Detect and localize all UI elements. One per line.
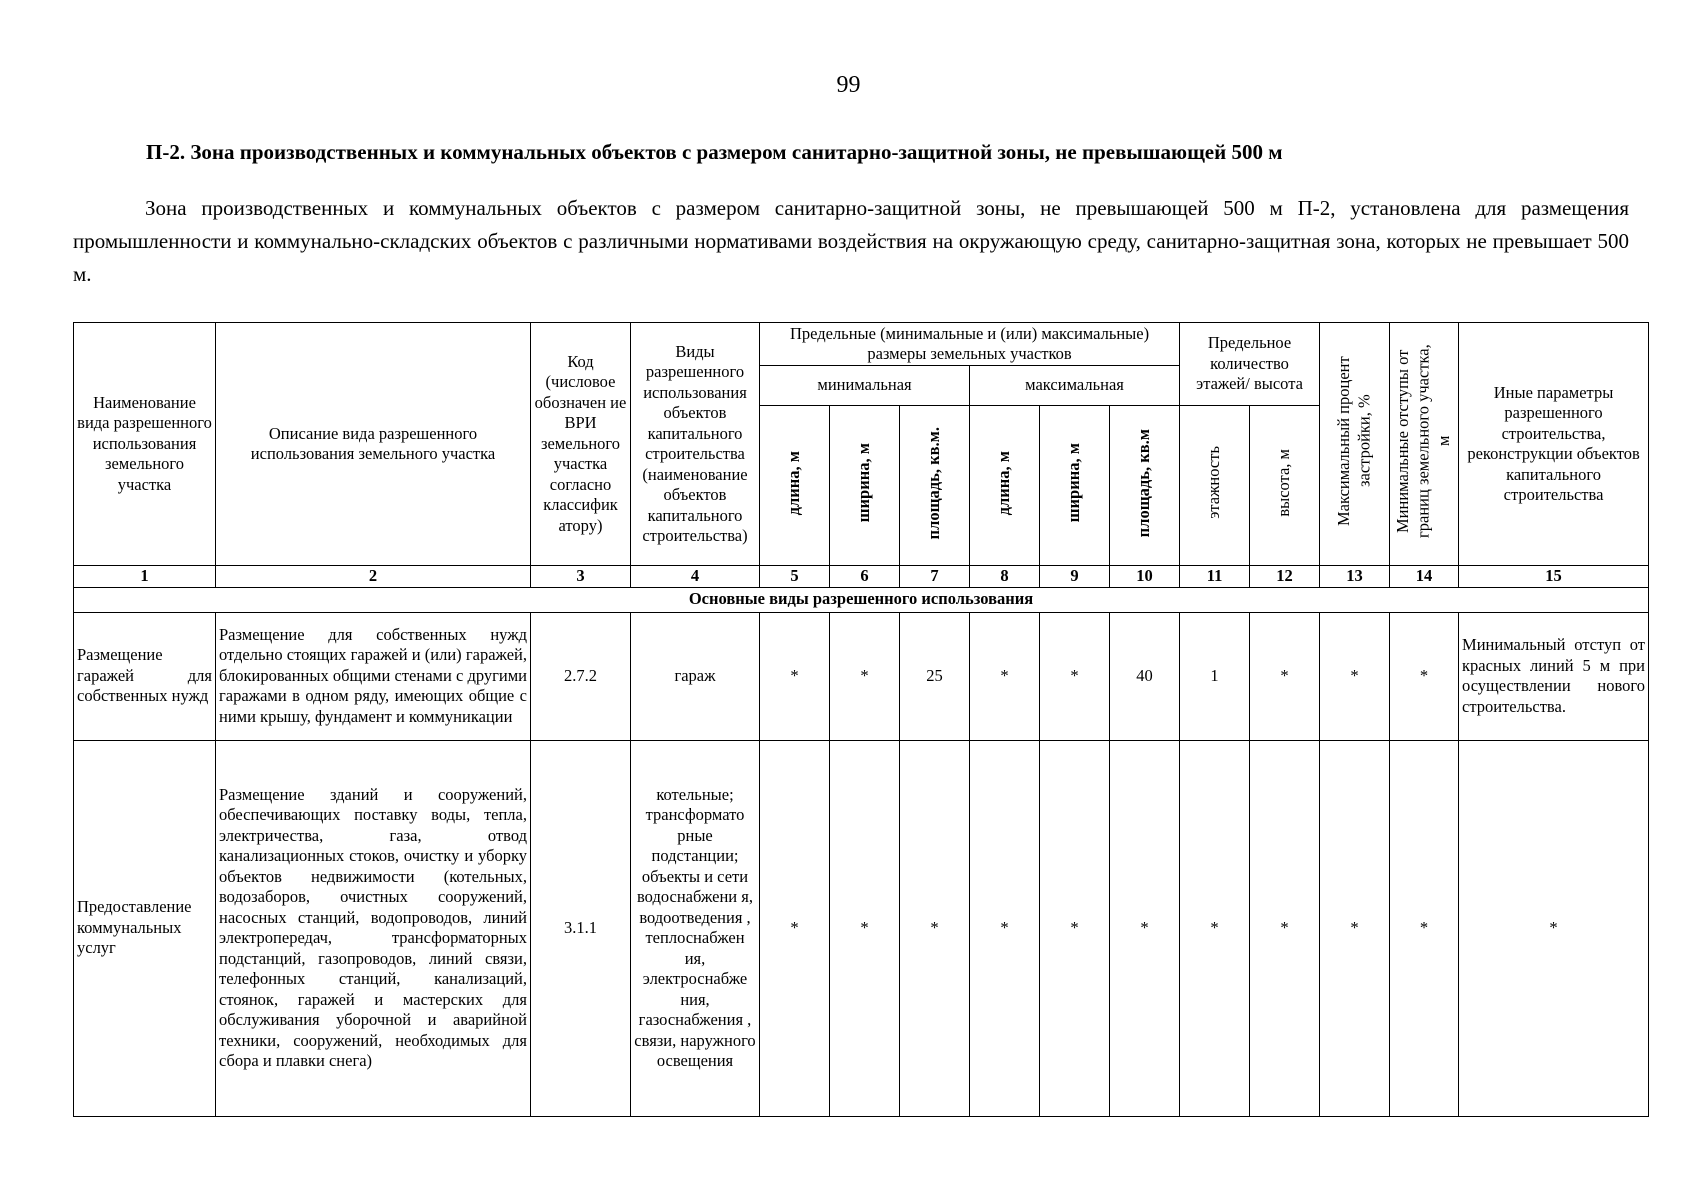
row-value: 25	[900, 612, 970, 740]
column-number: 11	[1180, 566, 1250, 588]
row-code: 2.7.2	[531, 612, 631, 740]
header-code: Код (числовое обозначен ие ВРИ земельного участка согласно классифик атору)	[531, 323, 631, 566]
row-value: *	[830, 740, 900, 1116]
row-description: Размещение для собственных нужд отдельно стоящих гаражей и (или) гаражей, блокированных общими стенами с другими гаражами в одном ряду, имеющих общие с ними крышу, фундамент и коммуникации	[216, 612, 531, 740]
header-size-group: Предельные (минимальные и (или) максимальные) размеры земельных участков	[760, 323, 1180, 366]
header-min-width	[830, 406, 900, 566]
column-number: 10	[1110, 566, 1180, 588]
header-max-percent	[1320, 323, 1390, 566]
row-value: *	[1320, 612, 1390, 740]
header-height	[1250, 406, 1320, 566]
header-description: Описание вида разрешенного использования земельного участка	[216, 323, 531, 566]
header-max-length	[970, 406, 1040, 566]
header-max-percent-text: Максимальный процент застройки, %	[1334, 356, 1374, 527]
column-number: 9	[1040, 566, 1110, 588]
row-value: *	[1040, 612, 1110, 740]
row-value: *	[1110, 740, 1180, 1116]
column-numbers-row	[74, 566, 1649, 588]
row-other-params: *	[1459, 740, 1649, 1116]
table-row	[74, 740, 1649, 1116]
header-max-area	[1110, 406, 1180, 566]
header-min-setback-text: Минимальные отступы от границ земельного участка, м	[1393, 344, 1454, 539]
table-row	[74, 612, 1649, 740]
column-number: 15	[1459, 566, 1649, 588]
row-value: *	[1180, 740, 1250, 1116]
column-number: 13	[1320, 566, 1390, 588]
row-value: *	[1320, 740, 1390, 1116]
header-max-width	[1040, 406, 1110, 566]
header-min-setback	[1390, 323, 1459, 566]
row-name: Размещение гаражей для собственных нужд	[74, 612, 216, 740]
column-number: 4	[631, 566, 760, 588]
column-number: 6	[830, 566, 900, 588]
column-number: 3	[531, 566, 631, 588]
column-number: 7	[900, 566, 970, 588]
header-min-length-text: длина, м	[784, 450, 804, 515]
header-other-params: Иные параметры разрешенного строительства, реконструкции объектов капитального строительства	[1459, 323, 1649, 566]
row-description: Размещение зданий и сооружений, обеспечивающих поставку воды, тепла, электричества, газа, отвод канализационных стоков, очистку и уборку объектов недвижимости (котельных, водозаборов, очистных сооружений, насосных станций, водопроводов, линий электропередач, трансформаторных подстанций, газопроводов, линий связи, телефонных станций, канализаций, стоянок, гаражей и мастерских для обслуживания уборочной и аварийной техники, сооружений, необходимых для сбора и плавки снега)	[216, 740, 531, 1116]
column-number: 8	[970, 566, 1040, 588]
header-max-area-text: площадь, кв.м	[1134, 428, 1154, 537]
row-name: Предоставление коммунальных услуг	[74, 740, 216, 1116]
row-value: *	[970, 612, 1040, 740]
header-row-1	[74, 323, 1649, 366]
header-name: Наименование вида разрешенного использования земельного участка	[74, 323, 216, 566]
header-min-width-text: ширина, м	[854, 443, 874, 523]
row-value: *	[760, 612, 830, 740]
header-min-group: минимальная	[760, 366, 970, 406]
page-number: 99	[836, 72, 861, 98]
row-value: 1	[1180, 612, 1250, 740]
header-min-area-text: площадь, кв.м.	[924, 426, 944, 539]
row-value: *	[900, 740, 970, 1116]
header-height-text: высота, м	[1274, 448, 1294, 517]
zoning-table	[73, 322, 1649, 1117]
column-number: 5	[760, 566, 830, 588]
row-code: 3.1.1	[531, 740, 631, 1116]
column-number: 2	[216, 566, 531, 588]
header-max-width-text: ширина, м	[1064, 443, 1084, 523]
intro-paragraph: Зона производственных и коммунальных объектов с размером санитарно-защитной зоны, не превышающей 500 м П-2, установлена для размещения промышленности и коммунально-складских объектов с различными нормативами воздействия на окружающую среду, санитарно-защитная зона, которых не превышает 500 м.	[73, 196, 1629, 286]
header-floors-text: этажность	[1204, 446, 1224, 520]
section-row	[74, 587, 1649, 612]
column-number: 12	[1250, 566, 1320, 588]
row-kinds: гараж	[631, 612, 760, 740]
column-number: 14	[1390, 566, 1459, 588]
header-max-group: максимальная	[970, 366, 1180, 406]
header-max-length-text: длина, м	[994, 450, 1014, 515]
header-min-area	[900, 406, 970, 566]
row-value: *	[830, 612, 900, 740]
header-min-length	[760, 406, 830, 566]
row-value: *	[970, 740, 1040, 1116]
row-other-params: Минимальный отступ от красных линий 5 м при осуществлении нового строительства.	[1459, 612, 1649, 740]
row-value: *	[1250, 612, 1320, 740]
column-number: 1	[74, 566, 216, 588]
row-value: *	[1250, 740, 1320, 1116]
section-title: Основные виды разрешенного использования	[74, 587, 1649, 612]
row-value: *	[1390, 612, 1459, 740]
header-floors	[1180, 406, 1250, 566]
header-floors-group: Предельное количество этажей/ высота	[1180, 323, 1320, 406]
section-heading: П-2. Зона производственных и коммунальных объектов с размером санитарно-защитной зоны, не превышающей 500 м	[146, 140, 1283, 164]
row-value: *	[1040, 740, 1110, 1116]
header-kinds: Виды разрешенного использования объектов капитального строительства (наименование объектов капитального строительства)	[631, 323, 760, 566]
row-value: *	[1390, 740, 1459, 1116]
row-value: *	[760, 740, 830, 1116]
row-value: 40	[1110, 612, 1180, 740]
row-kinds: котельные; трансформато рные подстанции; объекты и сети водоснабжени я, водоотведения , теплоснабжен ия, электроснабже ния, газоснабжения , связи, наружного освещения	[631, 740, 760, 1116]
